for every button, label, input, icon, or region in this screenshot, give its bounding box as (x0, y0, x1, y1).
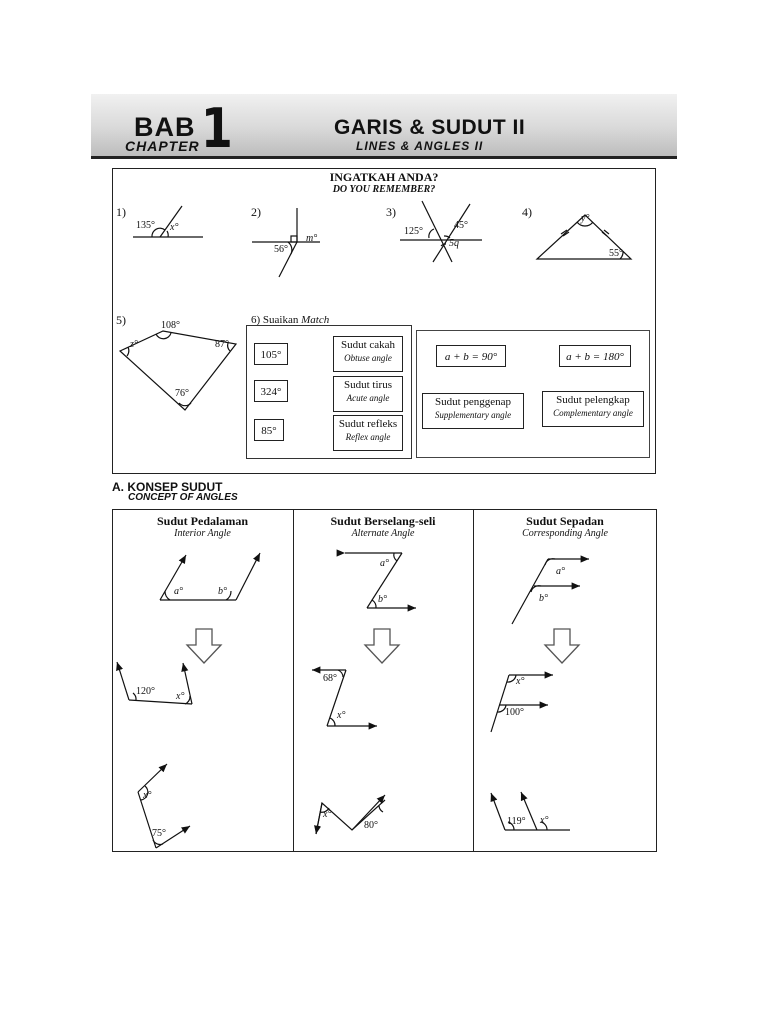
penggenap-ms: Sudut penggenap (434, 396, 512, 408)
q3-label-125: 125° (404, 226, 423, 237)
remember-subtitle: DO YOU REMEMBER? (332, 184, 436, 195)
q5-label-76: 76° (175, 388, 189, 399)
match-heading-number: 6) (251, 314, 263, 326)
alt-label-80: 80° (364, 820, 378, 831)
col-alternate-title: Sudut Berselang-seli (330, 514, 436, 528)
col-alternate-subtitle: Alternate Angle (351, 528, 415, 539)
remember-title: INGATKAH ANDA? (329, 170, 439, 184)
match-value-324: 324° (254, 380, 288, 402)
cor-label-x2: x° (540, 815, 549, 826)
question-2-number: 2) (251, 205, 261, 219)
interior-example-2 (138, 764, 190, 848)
match-value-85: 85° (254, 419, 284, 441)
q5-label-108: 108° (161, 320, 180, 331)
down-arrow-icon-3 (545, 629, 579, 663)
pelengkap-ms: Sudut pelengkap (556, 394, 630, 406)
acute-en: Acute angle (346, 393, 390, 403)
chapter-number: 1 (200, 97, 233, 160)
penggenap-en: Supplementary angle (434, 410, 512, 420)
q5-quadrilateral (120, 331, 236, 410)
cor-label-100: 100° (505, 707, 524, 718)
reflex-ms: Sudut refleks (338, 418, 398, 430)
interior-example-1 (117, 662, 192, 704)
alternate-z (345, 553, 416, 608)
int-label-b: b° (218, 586, 227, 597)
alt-label-68: 68° (323, 673, 337, 684)
q5-label-z: z° (130, 339, 138, 350)
q4-triangle (537, 215, 631, 259)
col-interior-subtitle: Interior Angle (174, 528, 231, 539)
corresponding-example-1 (491, 675, 553, 732)
q3-diagram (400, 201, 482, 262)
question-1-number: 1) (116, 205, 126, 219)
match-heading-en: Match (301, 314, 330, 326)
int-label-120: 120° (136, 686, 155, 697)
col-interior-title: Sudut Pedalaman (156, 514, 249, 528)
alt-label-x2: x° (323, 809, 332, 820)
q3-label-45: 45° (454, 220, 468, 231)
int-label-a: a° (174, 586, 183, 597)
match-heading-ms: Suaikan (262, 314, 299, 326)
q4-label-55: 55° (609, 248, 623, 259)
alternate-example-2 (316, 795, 385, 834)
chapter-label: CHAPTER (125, 138, 200, 154)
col-corresponding-title: Sudut Sepadan (526, 514, 604, 528)
cor-label-b: b° (539, 593, 548, 604)
q2-label-56: 56° (274, 244, 288, 255)
q1-label-x: x° (170, 222, 179, 233)
alt-label-x1: x° (337, 710, 346, 721)
bab-label: BAB (134, 112, 196, 142)
cor-label-119: 119° (507, 816, 526, 827)
q2-diagram (252, 208, 320, 277)
col-corresponding-subtitle: Corresponding Angle (522, 528, 608, 539)
question-4-number: 4) (522, 205, 532, 219)
q4-label-y: y° (581, 213, 590, 224)
question-5-number: 5) (116, 313, 126, 327)
cor-label-a: a° (556, 566, 565, 577)
q2-label-m: m° (306, 233, 318, 244)
interior-parallelogram (160, 553, 260, 600)
chapter-title: GARIS & SUDUT II (334, 116, 526, 139)
q3-label-5q: 5q (449, 238, 459, 249)
alt-label-a: a° (380, 558, 389, 569)
int-label-x1: x° (176, 691, 185, 702)
formula-180: a + b = 180° (559, 345, 631, 367)
obtuse-ms: Sudut cakah (340, 339, 396, 351)
match-value-105: 105° (254, 343, 288, 365)
chapter-subtitle: LINES & ANGLES II (356, 139, 484, 153)
pelengkap-en: Complementary angle (553, 408, 633, 418)
alternate-example-1 (312, 670, 377, 726)
alt-label-b: b° (378, 594, 387, 605)
int-label-x2: x° (143, 790, 152, 801)
section-a-title: A. KONSEP SUDUT (112, 480, 223, 494)
down-arrow-icon-1 (187, 629, 221, 663)
q1-diagram (133, 206, 203, 237)
acute-ms: Sudut tirus (344, 379, 392, 391)
cor-label-x1: x° (516, 676, 525, 687)
corresponding-example-2 (491, 792, 570, 830)
formula-90: a + b = 90° (436, 345, 506, 367)
int-label-75: 75° (152, 828, 166, 839)
question-3-number: 3) (386, 205, 396, 219)
reflex-en: Reflex angle (345, 432, 391, 442)
down-arrow-icon-2 (365, 629, 399, 663)
q1-label-135: 135° (136, 220, 155, 231)
q5-label-87: 87° (215, 339, 229, 350)
section-a-subtitle: CONCEPT OF ANGLES (128, 492, 238, 503)
corresponding-diagram (512, 559, 589, 624)
obtuse-en: Obtuse angle (344, 353, 392, 363)
